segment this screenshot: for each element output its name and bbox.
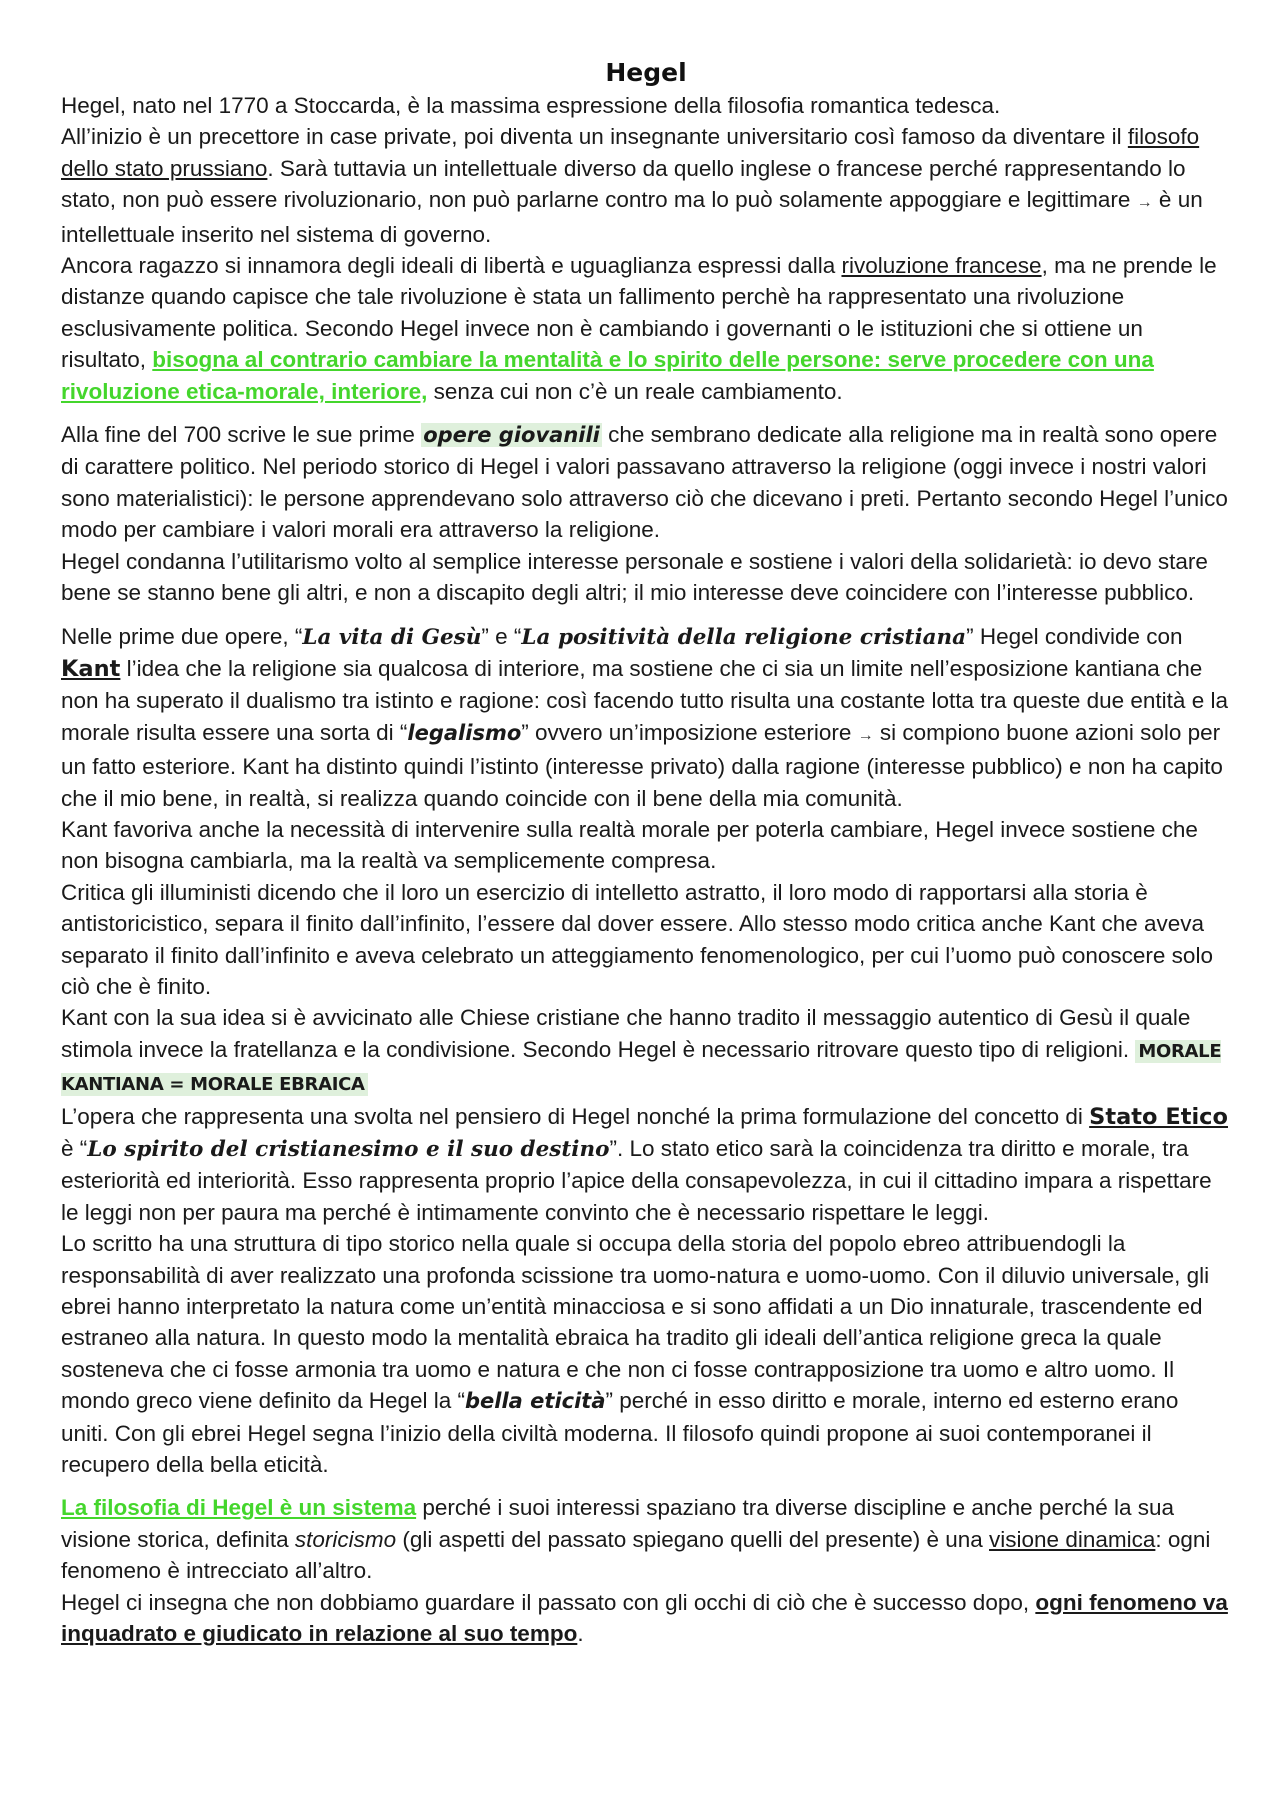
text: .: [577, 1621, 584, 1647]
green-highlight: bisogna al contrario cambiare la mentalità e lo spirito delle persone: serve procedere con una rivoluzione etica-morale, interiore,: [61, 347, 1154, 404]
highlighted-term: opere giovanili: [423, 423, 600, 448]
text: è “: [61, 1136, 88, 1161]
kant-term: Kant: [61, 655, 121, 682]
text: Alla fine del 700 scrive le sue prime: [61, 422, 422, 448]
text: ”. Lo stato etico sarà la coincidenza tra diritto e morale, tra esteriorità ed interiorità. Esso rappresenta proprio l’apice della consapevolezza, in cui il cittadino impara a rispettare le leggi non per paura ma perché è intimamente convinto che è necessario rispettare le leggi.: [61, 1136, 1212, 1225]
paragraph-conclusion: [61, 1587, 1231, 1650]
text: . Sarà tuttavia un intellettuale diverso da quello inglese o francese perché rappresentando lo stato, non può essere rivoluzionario, non può parlarne contro ma lo può solamente appoggiare e legittimare: [61, 155, 1186, 213]
text: l’idea che la religione sia qualcosa di interiore, ma sostiene che ci sia un limite nell’esposizione kantiana che non ha superato il dualismo tra istinto e ragione: così facendo tutto risulta una costante lotta tra queste due entità e la morale risulta essere una sorta di “: [61, 655, 1228, 745]
paragraph-system: [61, 1492, 1231, 1586]
text: Nelle prime due opere, “: [61, 623, 303, 649]
paragraph-churches: [61, 1002, 1231, 1100]
text: si compiono buone azioni solo per un fatto esteriore. Kant ha distinto quindi l’istinto (interesse privato) dalla ragione (interesse pubblico) e non ha capito che il mio bene, in realtà, si realizza quando coincide con il bene della mia comunità.: [61, 719, 1223, 811]
text: All’inizio è un precettore in case private, poi diventa un insegnante universitario così famoso da diventare il: [61, 124, 1128, 150]
green-highlight: La filosofia di Hegel è un sistema: [61, 1495, 417, 1521]
work-title: La positività della religione cristiana: [521, 624, 967, 650]
text: Lo scritto ha una struttura di tipo storico nella quale si occupa della storia del popolo ebreo attribuendogli la responsabilità di aver realizzato una profonda scissione tra uomo-natura e uomo-uomo. Con il diluvio universale, gli ebrei hanno interpretato la natura come un’entità minacciosa e si sono affidati a un Dio innaturale, trascendente ed estraneo alla natura. In questo modo la mentalità ebraica ha tradito gli ideali dell’antica religione greca la quale sosteneva che ci fosse armonia tra uomo e natura e che non ci fosse contrapposizione tra uomo e altro uomo. Il mondo greco viene definito da Hegel la “: [61, 1231, 1210, 1414]
stato-etico-term: Stato Etico: [1089, 1103, 1228, 1130]
work-title: La vita di Gesù: [302, 624, 482, 650]
bold-underlined-phrase: ogni fenomeno va inquadrato e giudicato in relazione al suo tempo: [61, 1589, 1228, 1647]
highlighted-equation: MORALE KANTIANA = MORALE EBRAICA: [61, 1040, 1222, 1096]
text: ” ovvero un’imposizione esteriore: [521, 719, 858, 745]
text: Hegel ci insegna che non dobbiamo guardare il passato con gli occhi di ciò che è successo dopo,: [61, 1589, 1036, 1615]
paragraph-intro: [61, 90, 1231, 250]
text: , ma ne prende le distanze quando capisce che tale rivoluzione è stata un fallimento perchè ha rappresentato una rivoluzione esclusivamente politica. Secondo Hegel invece non è cambiando i governanti o le istituzioni che si ottiene un risultato,: [61, 253, 1217, 373]
italic-term: storicismo: [294, 1526, 397, 1552]
legalismo-term: legalismo: [407, 720, 522, 745]
text: senza cui non c’è un reale cambiamento.: [427, 378, 843, 404]
paragraph-utilitarianism: Hegel condanna l’utilitarismo volto al semplice interesse personale e sostiene i valori della solidarietà: io devo stare bene se stanno bene gli altri, e non a discapito degli altri; il mio interesse deve coincidere con l’interesse pubblico.: [61, 548, 1208, 606]
text: perché i suoi interessi spaziano tra diverse discipline e anche perché la sua visione storica, definita: [61, 1495, 1175, 1552]
underlined-phrase: visione dinamica: [989, 1526, 1156, 1552]
text: ” Hegel condivide con: [966, 623, 1183, 649]
text: è un intellettuale inserito nel sistema di governo.: [61, 187, 1203, 247]
paragraph-history: [61, 1228, 1231, 1480]
text: ” e “: [481, 623, 522, 649]
work-title: Lo spirito del cristianesimo e il suo destino: [87, 1137, 610, 1162]
underlined-phrase: rivoluzione francese: [841, 253, 1042, 279]
text: (gli aspetti del passato spiegano quelli del presente) è una: [396, 1526, 990, 1552]
paragraph-early-works: [61, 419, 1231, 546]
paragraph-ethical-state: [61, 1101, 1231, 1229]
text: Hegel, nato nel 1770 a Stoccarda, è la massima espressione della filosofia romantica tedesca.: [61, 93, 1001, 118]
text: L’opera che rappresenta una svolta nel pensiero di Hegel nonché la prima formulazione del concetto di: [61, 1103, 1090, 1129]
bella-eticita-term: bella eticità: [465, 1389, 606, 1414]
underlined-phrase: filosofo dello stato prussiano: [61, 124, 1200, 181]
text: : ogni fenomeno è intrecciato all’altro.: [61, 1526, 1211, 1584]
text: Kant con la sua idea si è avvicinato alle Chiese cristiane che hanno tradito il messaggio autentico di Gesù il quale stimola invece la fratellanza e la condivisione. Secondo Hegel è necessario ritrovare questo tipo di religioni.: [61, 1005, 1191, 1062]
arrow-icon: →: [857, 726, 874, 744]
paragraph-kant: [61, 621, 1231, 814]
arrow-icon: →: [1136, 194, 1153, 212]
paragraph-revolution: [61, 250, 1231, 407]
document-page: [61, 56, 1231, 1650]
paragraph-kant-reality: Kant favoriva anche la necessità di intervenire sulla realtà morale per poterla cambiare, Hegel invece sostiene che non bisogna cambiarla, ma la realtà va semplicemente compresa.: [61, 816, 1198, 874]
page-title: Hegel: [605, 58, 687, 87]
text: che sembrano dedicate alla religione ma in realtà sono opere di carattere politico. Nel periodo storico di Hegel i valori passavano attraverso la religione (oggi invece i nostri valori sono materialistici): le persone apprendevano solo attraverso ciò che dicevano i preti. Pertanto secondo Hegel l’unico modo per cambiare i valori morali era attraverso la religione.: [61, 422, 1228, 543]
paragraph-enlightenment: Critica gli illuministi dicendo che il loro un esercizio di intelletto astratto, il loro modo di rapportarsi alla storia è antistoricistico, separa il finito dall’infinito, l’essere dal dover essere. Allo stesso modo critica anche Kant che aveva separato il finito dall’infinito e aveva celebrato un atteggiamento fenomenologico, per cui l’uomo può conoscere solo ciò che è finito.: [61, 879, 1213, 999]
text: Ancora ragazzo si innamora degli ideali di libertà e uguaglianza espressi dalla: [61, 253, 842, 279]
text: ” perché in esso diritto e morale, interno ed esterno erano uniti. Con gli ebrei Hegel segna l’inizio della civiltà moderna. Il filosofo quindi propone ai suoi contemporanei il recupero della bella eticità.: [61, 1388, 1179, 1478]
